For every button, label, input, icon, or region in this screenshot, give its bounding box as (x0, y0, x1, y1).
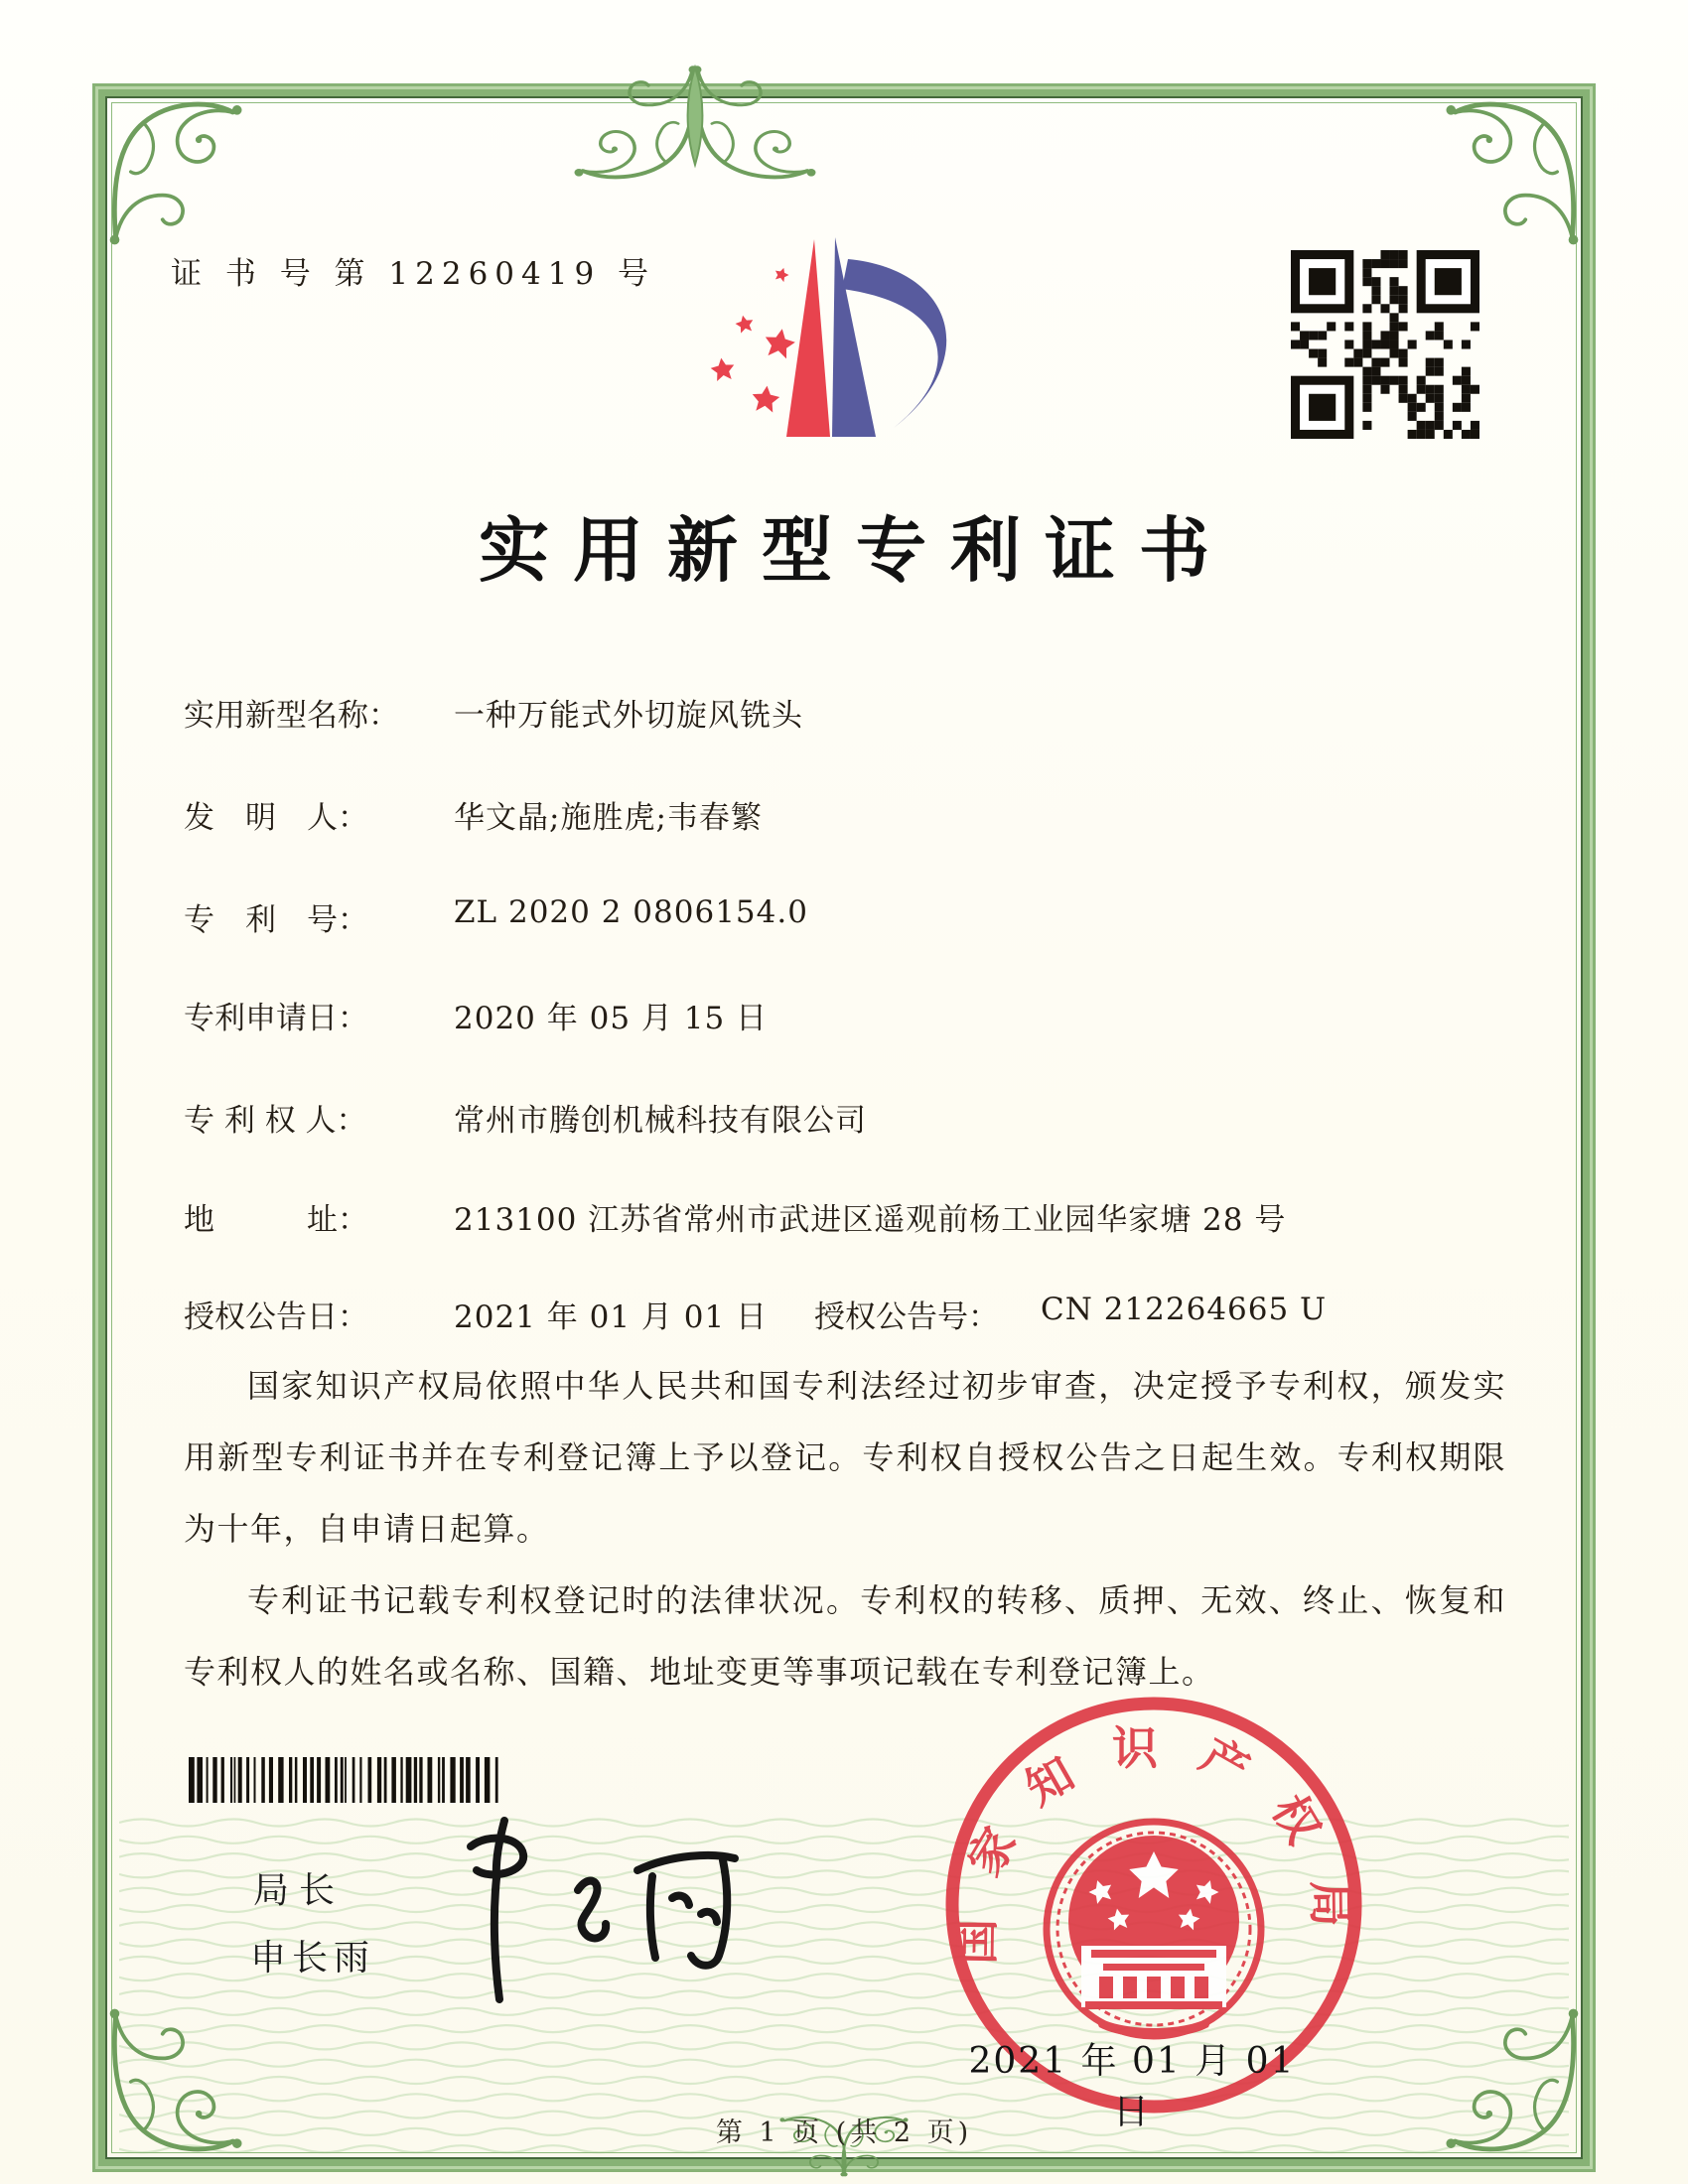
border-ornament-top-center (536, 62, 854, 191)
border-ornament-top-right (1432, 97, 1581, 246)
field-label: 授权公告号： (814, 1299, 999, 1335)
national-emblem (1047, 1822, 1261, 2038)
seal-ring-text: 国家知识产权局 (949, 1721, 1358, 1966)
field-label: 授权公告日： (184, 1299, 368, 1335)
field-label: 地 址： (184, 1202, 368, 1238)
field-value: 华文晶;施胜虎;韦春繁 (454, 800, 763, 836)
field-address (184, 1194, 1534, 1239)
field-patentee (184, 1095, 1534, 1140)
qr-code-icon (1291, 250, 1479, 439)
field-patent-number (184, 894, 1534, 939)
barcode-icon (189, 1757, 504, 1803)
field-label: 发 明 人： (184, 800, 368, 836)
field-value: ZL 2020 2 0806154.0 (454, 894, 808, 930)
field-value: 213100 江苏省常州市武进区遥观前杨工业园华家塘 28 号 (454, 1202, 1287, 1238)
field-value: 一种万能式外切旋风铣头 (454, 698, 803, 734)
legal-text-block (184, 1350, 1506, 1707)
officer-name: 申长雨 (250, 1938, 376, 1979)
field-grant-date (184, 1292, 1534, 1336)
border-ornament-top-left (107, 97, 256, 246)
field-utility-model-name (184, 690, 1534, 735)
officer-title: 局长 (253, 1870, 346, 1911)
field-grant-number (814, 1292, 1327, 1336)
field-label: 专 利 号： (184, 902, 368, 938)
legal-paragraph-2: 专利证书记载专利权登记时的法律状况。专利权的转移、质押、无效、终止、恢复和专利权人的姓名或名称、国籍、地址变更等事项记载在专利登记簿上。 (184, 1581, 1506, 1691)
legal-paragraph-1: 国家知识产权局依照中华人民共和国专利法经过初步审查，决定授予专利权，颁发实用新型专利证书并在专利登记簿上予以登记。专利权自授权公告之日起生效。专利权期限为十年，自申请日起算。 (184, 1367, 1506, 1548)
cnipa-logo (663, 233, 996, 447)
field-application-date (184, 993, 1534, 1037)
field-label: 实用新型名称： (184, 698, 399, 734)
seal-date: 2021 年 01 月 01 日 (968, 2041, 1296, 2132)
field-value: 2021 年 01 月 01 日 (454, 1299, 769, 1335)
field-value: 常州市腾创机械科技有限公司 (454, 1103, 867, 1139)
field-value: CN 212264665 U (1041, 1292, 1328, 1327)
field-label: 专利申请日： (184, 1001, 368, 1036)
certificate-title: 实用新型专利证书 (478, 508, 1233, 592)
field-inventors (184, 792, 1534, 837)
certificate-number: 证 书 号 第 12260419 号 (171, 256, 656, 292)
director-signature (427, 1799, 765, 2027)
field-value: 2020 年 05 月 15 日 (454, 1001, 769, 1036)
page-footer: 第 1 页 (共 2 页) (715, 2117, 973, 2148)
field-label: 专 利 权 人： (184, 1103, 367, 1139)
